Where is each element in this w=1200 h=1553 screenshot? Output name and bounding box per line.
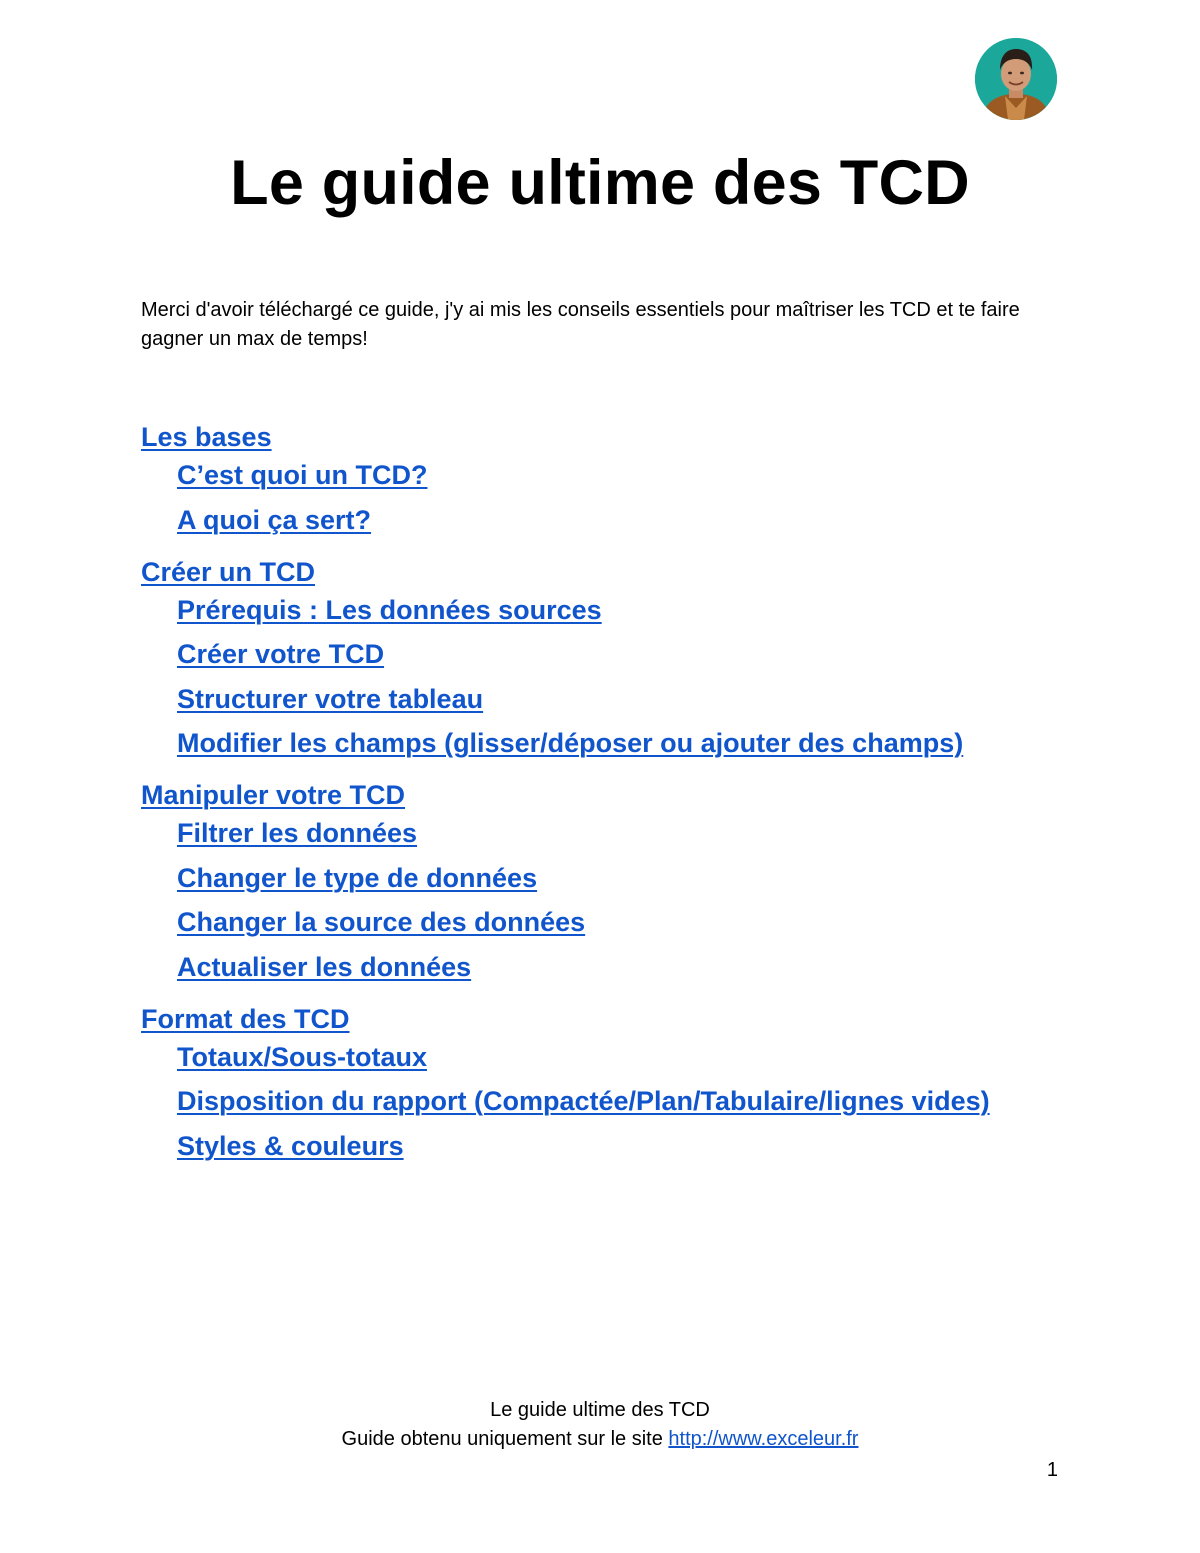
- toc-subitem: [177, 1084, 997, 1123]
- toc-subitem: [177, 637, 1061, 676]
- toc-link-styles-couleurs[interactable]: Styles & couleurs: [177, 1130, 404, 1161]
- toc-link-creer-votre-tcd[interactable]: Créer votre TCD: [177, 639, 385, 669]
- toc-subitem: [177, 726, 1061, 765]
- footer-source-text: Guide obtenu uniquement sur le site: [341, 1428, 669, 1450]
- toc-link-disposition-du-rapport[interactable]: Disposition du rapport (Compactée/Plan/Tabulaire/lignes vides): [177, 1086, 990, 1116]
- toc-subitem: [177, 503, 1061, 542]
- toc-section: [141, 555, 1061, 766]
- toc-section: [141, 778, 1061, 989]
- toc-subitem: [177, 861, 1061, 900]
- toc-subitem: [177, 816, 1061, 855]
- author-photo-icon: [975, 38, 1057, 120]
- footer-site-link[interactable]: http://www.exceleur.fr: [668, 1428, 859, 1450]
- toc-link-cest-quoi-un-tcd[interactable]: C’est quoi un TCD?: [177, 460, 428, 490]
- toc-link-filtrer-les-donnees[interactable]: Filtrer les données: [177, 818, 418, 848]
- toc-link-a-quoi-ca-sert[interactable]: A quoi ça sert?: [177, 504, 372, 535]
- toc-link-format-des-tcd[interactable]: Format des TCD: [141, 1003, 350, 1034]
- footer-title: Le guide ultime des TCD: [490, 1399, 710, 1421]
- table-of-contents: [141, 420, 1061, 1181]
- toc-link-totaux-sous-totaux[interactable]: Totaux/Sous-totaux: [177, 1041, 428, 1072]
- toc-link-manipuler-votre-tcd[interactable]: Manipuler votre TCD: [141, 780, 406, 810]
- toc-sublist: [141, 593, 1061, 766]
- toc-subitem: [177, 905, 1061, 944]
- intro-paragraph: Merci d'avoir téléchargé ce guide, j'y ai mis les conseils essentiels pour maîtriser les TCD et te faire gagner un max de temps!: [141, 299, 1020, 350]
- toc-link-creer-un-tcd[interactable]: Créer un TCD: [141, 556, 316, 587]
- toc-subitem: [177, 1129, 1061, 1168]
- page-number: 1: [1046, 1459, 1058, 1481]
- toc-link-actualiser-les-donnees[interactable]: Actualiser les données: [177, 951, 472, 982]
- toc-subitem: [177, 950, 1061, 989]
- toc-subitem: [177, 593, 1061, 632]
- page-footer: [0, 1396, 1200, 1454]
- toc-sublist: [141, 1040, 1061, 1168]
- toc-section: [141, 420, 1061, 542]
- toc-link-prerequis[interactable]: Prérequis : Les données sources: [177, 594, 602, 625]
- toc-subitem: [177, 682, 1061, 721]
- footer-source-line: [0, 1425, 1200, 1454]
- toc-subitem: [177, 458, 1061, 497]
- toc-link-changer-le-type[interactable]: Changer le type de données: [177, 862, 538, 893]
- toc-sublist: [141, 458, 1061, 542]
- toc-section: [141, 1002, 1061, 1168]
- toc-link-changer-la-source[interactable]: Changer la source des données: [177, 907, 586, 937]
- toc-subitem: [177, 1040, 1061, 1079]
- toc-link-les-bases[interactable]: Les bases: [141, 422, 272, 452]
- toc-link-modifier-les-champs[interactable]: Modifier les champs (glisser/déposer ou ajouter des champs): [177, 728, 964, 758]
- document-title: Le guide ultime des TCD: [230, 148, 970, 218]
- author-avatar: [975, 38, 1057, 120]
- toc-link-structurer-votre-tableau[interactable]: Structurer votre tableau: [177, 683, 484, 714]
- toc-sublist: [141, 816, 1061, 989]
